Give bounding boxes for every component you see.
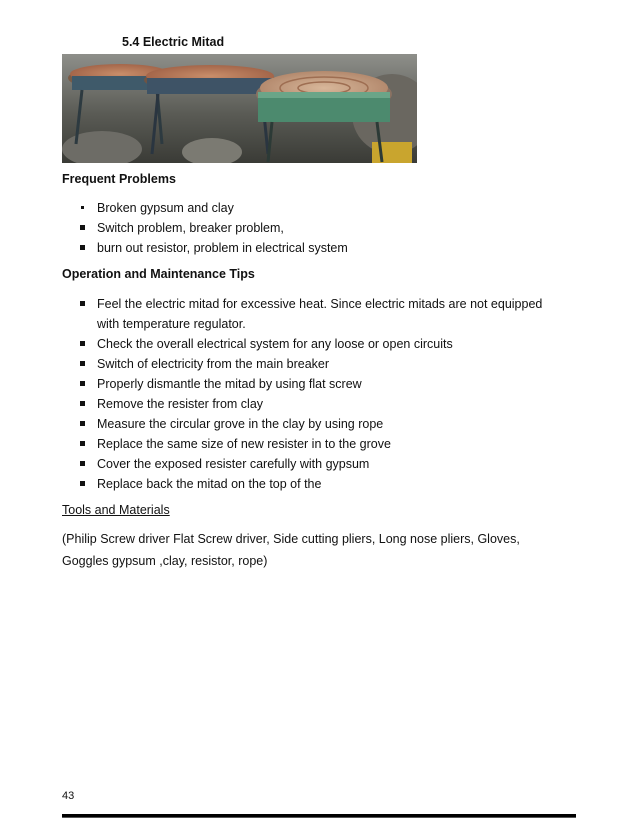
list-item: Feel the electric mitad for excessive heat. Since electric mitads are not equipped with temperature regulator. — [62, 294, 552, 334]
list-item: Replace the same size of new resister in to the grove — [62, 434, 552, 454]
list-item: Remove the resister from clay — [62, 394, 552, 414]
bullet-icon — [80, 401, 85, 406]
list-item: Broken gypsum and clay — [62, 198, 562, 218]
bullet-icon — [80, 341, 85, 346]
list-item: Cover the exposed resister carefully with gypsum — [62, 454, 552, 474]
list-item: Measure the circular grove in the clay by using rope — [62, 414, 552, 434]
bullet-icon — [80, 481, 85, 486]
bullet-icon — [80, 441, 85, 446]
bullet-icon — [80, 225, 85, 230]
bullet-icon — [80, 245, 85, 250]
operation-tips-list — [62, 294, 552, 494]
list-item: Properly dismantle the mitad by using flat screw — [62, 374, 552, 394]
bullet-icon — [81, 206, 84, 209]
frequent-problems-heading: Frequent Problems — [62, 172, 176, 186]
list-item: Switch of electricity from the main breaker — [62, 354, 552, 374]
operation-tips-heading: Operation and Maintenance Tips — [62, 267, 255, 281]
bullet-icon — [80, 361, 85, 366]
section-title: 5.4 Electric Mitad — [122, 35, 225, 49]
page-number: 43 — [62, 790, 75, 802]
tools-text: (Philip Screw driver Flat Screw driver, Side cutting pliers, Long nose pliers, Gloves, Goggles gypsum ,clay, resistor, rope) — [62, 532, 520, 568]
frequent-problems-list — [62, 198, 562, 258]
list-item: Switch problem, breaker problem, — [62, 218, 562, 238]
bullet-icon — [80, 461, 85, 466]
bullet-icon — [80, 381, 85, 386]
list-item: Check the overall electrical system for any loose or open circuits — [62, 334, 552, 354]
tools-heading: Tools and Materials — [62, 503, 170, 517]
bullet-icon — [80, 301, 85, 306]
list-item: Replace back the mitad on the top of the — [62, 474, 552, 494]
list-item: burn out resistor, problem in electrical system — [62, 238, 562, 258]
footer-rule — [62, 814, 576, 818]
bullet-icon — [80, 421, 85, 426]
electric-mitad-photo — [62, 54, 417, 163]
